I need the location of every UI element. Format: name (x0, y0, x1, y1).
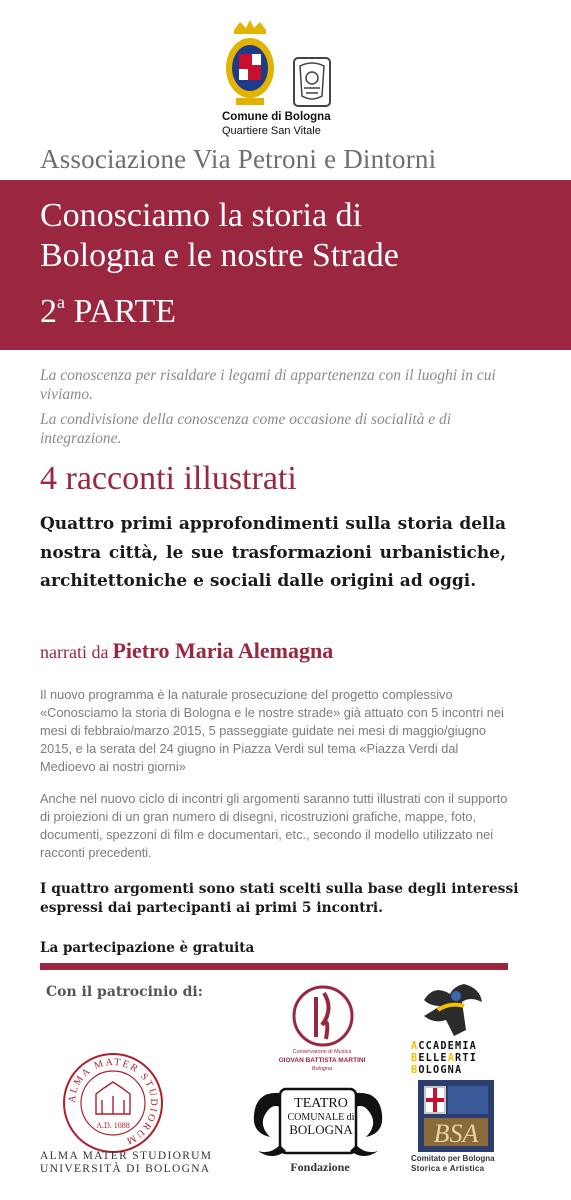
accademia-rest-1: CCADEMIA (418, 1041, 478, 1052)
intro-line-2: La condivisione della conoscenza come occasione di socialità e di integrazione. (40, 411, 452, 447)
narrator-label: narrati da (40, 642, 109, 662)
comune-crest-logo (220, 20, 280, 108)
conservatorio-line2: GIOVAN BATTISTA MARTINI (278, 1057, 366, 1064)
teatro-line3: BOLOGNA (289, 1122, 353, 1137)
accademia-row-2 (411, 1053, 506, 1064)
narrator-line (40, 638, 333, 664)
body-paragraph-1: Il nuovo programma è la naturale prosecuzione del progetto complessivo «Conosciamo la storia di Bologna e le nostre strade» già attuato con 5 incontri nei mesi di febbraio/marzo 2015, 5 passeggiate guidate nei mesi di maggio/giugno 2015, e la serata del 24 giugno in Piazza Verdi sul tema «Piazza Verdi dal Medioevo ai nostri giorni» (40, 687, 504, 774)
unibo-seal-logo (62, 1052, 164, 1154)
conservatorio-logo (278, 985, 368, 1047)
teatro-fondazione: Fondazione (290, 1160, 350, 1174)
banner-part-label (40, 292, 176, 331)
accademia-initial-a2: A (447, 1053, 456, 1064)
accademia-angel-logo (420, 980, 486, 1038)
intro-line-1: La conoscenza per risaldare i legami di appartenenza con il luoghi in cui viviamo. (40, 367, 496, 403)
unibo-seal-ring-text: ALMA MATER STUDIORUM (66, 1056, 160, 1147)
bsa-mark: BSA (433, 1119, 479, 1148)
conservatorio-line1: Conservatorio di Musica (292, 1049, 352, 1055)
part-word: PARTE (73, 293, 177, 330)
free-participation-note: La partecipazione è gratuita (40, 940, 255, 956)
section-heading: 4 racconti illustrati (40, 460, 297, 497)
quartiere-emblem-logo (292, 56, 332, 108)
part-number: 2 (40, 293, 57, 330)
banner-title-line2: Bologna e le nostre Strade (40, 237, 399, 274)
accademia-rest-2b: RTI (455, 1053, 478, 1064)
accademia-rest-2a: ELLE (418, 1053, 448, 1064)
lead-paragraph: Quattro primi approfondimenti sulla storia della nostra città, le sue trasformazioni urbanistiche, architettoniche e sociali dalle origini ad oggi. (40, 514, 506, 591)
narrator-name: Pietro Maria Alemagna (112, 638, 334, 663)
comune-name: Comune di Bologna (222, 111, 331, 123)
accademia-initial-b: B (411, 1053, 419, 1064)
part-ordinal: a (57, 292, 65, 312)
unibo-seal-date: A.D. 1088 (96, 1121, 130, 1130)
teatro-line2: COMUNALE di (287, 1112, 355, 1123)
accademia-initial-b2: B (411, 1065, 419, 1076)
body-paragraph-2: Anche nel nuovo ciclo di incontri gli argomenti saranno tutti illustrati con il supporto di proiezioni di un gran numero di disegni, ricostruzioni grafiche, mappe, foto, documenti, spezzoni di film e documentari, etc., secondo il modello utilizzato nei racconti precedenti. (40, 791, 508, 860)
accademia-rest-3: OLOGNA (418, 1065, 463, 1076)
association-title: Associazione Via Petroni e Dintorni (40, 144, 437, 174)
divider-bar (40, 963, 508, 970)
bsa-line2: Storica e Artistica (411, 1164, 485, 1173)
teatro-line1: TEATRO (294, 1096, 348, 1111)
bsa-line1: Comitato per Bologna (411, 1154, 495, 1163)
quartiere-name: Quartiere San Vitale (222, 125, 321, 137)
accademia-row-3 (411, 1065, 506, 1076)
accademia-initial-a: A (411, 1041, 419, 1052)
unibo-name-line1: ALMA MATER STUDIORUM (40, 1150, 213, 1162)
accademia-row-1 (411, 1041, 506, 1052)
patronage-label: Con il patrocinio di: (46, 984, 203, 1000)
banner-title (40, 196, 560, 276)
unibo-name-line2: UNIVERSITÀ DI BOLOGNA (40, 1163, 211, 1175)
bsa-logo (418, 1080, 494, 1152)
conservatorio-line3: Bologna (311, 1066, 333, 1072)
topics-note: I quattro argomenti sono stati scelti sulla base degli interessi espressi dai partecipanti ai primi 5 incontri. (40, 881, 519, 916)
banner-title-line1: Conosciamo la storia di (40, 197, 363, 234)
